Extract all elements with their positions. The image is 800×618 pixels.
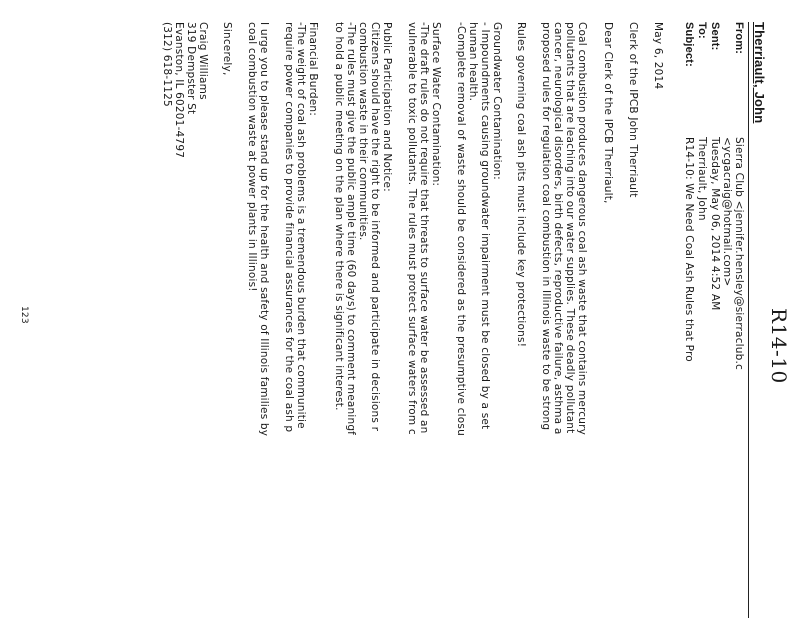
to-value: Therriault, John — [696, 137, 708, 221]
financial-burden-heading: Financial Burden: — [307, 22, 319, 117]
surface-water-heading: Surface Water Contamination: — [430, 22, 442, 187]
public-participation-line: -The rules must give the public ample time (60 days) to comment meaningf — [345, 22, 357, 436]
rules-line: Rules governing coal ash pits must include key protections! — [515, 22, 527, 348]
groundwater-line: human health. — [467, 22, 479, 102]
public-participation-line: to hold a public meeting on the plan where there is significant interest. — [333, 22, 345, 411]
financial-burden-line: require power companies to provide financial assurances for the coal ash p — [283, 22, 295, 433]
groundwater-heading: Groundwater Contamination: — [491, 22, 503, 180]
intro-line: Coal combustion produces dangerous coal ash waste that contains mercury — [576, 22, 588, 436]
sent-label: Sent: — [709, 22, 721, 51]
closing-line: I urge you to please stand up for the health and safety of Illinois families by — [258, 22, 270, 437]
public-participation-heading: Public Participation and Notice: — [381, 22, 393, 192]
public-participation-line: Citizens should have the right to be informed and participate in decisions r — [369, 22, 381, 432]
signature-line: 319 Dempster St — [185, 22, 197, 115]
closing-line: coal combustion waste at power plants in Illinois! — [246, 22, 258, 292]
to-label: To: — [696, 22, 708, 39]
letter-recipient: Clerk of the IPCB John Therriault — [627, 22, 639, 198]
surface-water-line: -The draft rules do not require that threats to surface water be assessed an — [418, 22, 430, 434]
intro-line: cancer, neurological disorders, birth defects, reproductive failure, asthma a — [552, 22, 564, 435]
page-number: 123 — [19, 306, 29, 324]
letter-date: May 6, 2014 — [652, 22, 664, 90]
signature-line: Evanston, IL 60201-4797 — [173, 22, 185, 159]
intro-line: proposed rules for regulation coal combustion in Illinois waste to be strong — [540, 22, 552, 431]
signoff: Sincerely, — [221, 22, 233, 76]
header-divider — [748, 22, 749, 618]
subject-label: Subject: — [683, 22, 695, 67]
docket-number: R14-10 — [767, 308, 791, 384]
from-label: From: — [733, 22, 745, 55]
signature-line: (312) 618-1125 — [161, 22, 173, 107]
surface-water-line: vulnerable to toxic pollutants. The rules must protect surface waters from c — [406, 22, 418, 435]
from-value-line2: <ycgacraig@hotmail.com> — [721, 137, 733, 287]
subject-value: R14-10: We Need Coal Ash Rules that Pro — [683, 137, 695, 362]
groundwater-line: - Impoundments causing groundwater impairment must be closed by a set — [479, 22, 491, 430]
financial-burden-line: -The weight of coal ash problems is a tremendous burden that communitie — [295, 22, 307, 429]
public-participation-line: combustion waste in their communities. — [357, 22, 369, 241]
intro-line: pollutants that are leaching into our water supplies. These deadly pollutant — [564, 22, 576, 434]
sender-name: Therriault, John — [752, 22, 767, 124]
from-value-line1: Sierra Club <jennifer.hensley@sierraclub.c — [733, 137, 745, 371]
sent-value: Tuesday, May 06, 2014 4:52 AM — [709, 137, 721, 311]
groundwater-line: -Complete removal of waste should be considered as the presumptive closu — [455, 22, 467, 436]
signature-line: Craig Williams — [197, 22, 209, 100]
letter-salutation: Dear Clerk of the IPCB Therriault, — [602, 22, 614, 204]
